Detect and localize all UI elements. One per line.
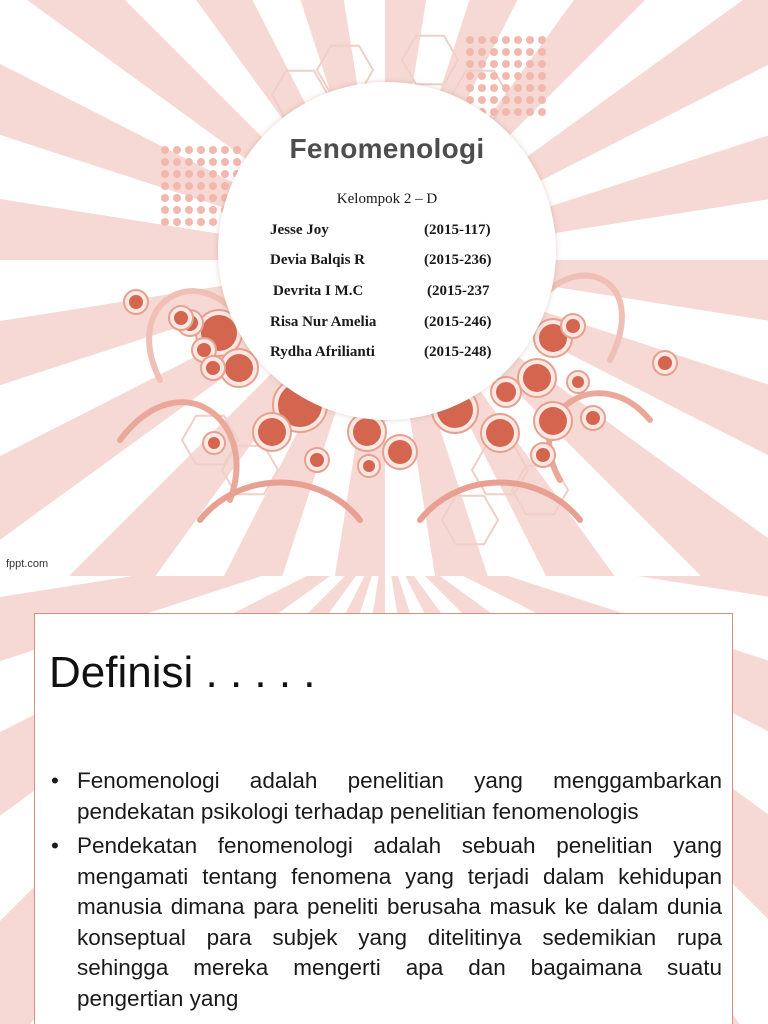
halftone-dot (526, 36, 534, 44)
halftone-dot (526, 60, 534, 68)
filled-circle (496, 382, 516, 402)
filled-circle (206, 361, 220, 375)
halftone-dot (209, 146, 217, 154)
halftone-dot (161, 170, 169, 178)
halftone-dot (526, 48, 534, 56)
halftone-dot (173, 158, 181, 166)
filled-circle (388, 440, 412, 464)
halftone-dot (490, 72, 498, 80)
halftone-dot (490, 108, 498, 116)
halftone-dot (514, 108, 522, 116)
bullet-text: Pendekatan fenomenologi adalah sebuah penelitian yang mengamati tentang fenomena yang terjadi dalam kehidupan manusia dimana para peneliti berusaha masuk ke dalam dunia konseptual para subjek yang ditelitinya sedemikian rupa sehingga mereka mengerti apa dan bagaimana suatu pengertian yang (77, 833, 722, 1011)
halftone-dot (490, 60, 498, 68)
halftone-dot (490, 84, 498, 92)
halftone-dot (490, 96, 498, 104)
filled-circle (129, 295, 143, 309)
filled-circle (566, 319, 580, 333)
halftone-dot (173, 218, 181, 226)
member-id: (2015-248) (424, 344, 492, 360)
halftone-dot (185, 170, 193, 178)
halftone-dot (209, 182, 217, 190)
filled-circle (353, 418, 381, 446)
halftone-dot (197, 194, 205, 202)
halftone-dot (209, 206, 217, 214)
halftone-dot (209, 218, 217, 226)
halftone-dot (197, 158, 205, 166)
member-id: (2015-236) (424, 252, 492, 268)
halftone-dot (502, 108, 510, 116)
halftone-dot (502, 48, 510, 56)
definition-slide (0, 576, 768, 1024)
halftone-dot (197, 170, 205, 178)
halftone-dot (173, 206, 181, 214)
slide-title: Fenomenologi (289, 133, 485, 164)
halftone-dot (161, 158, 169, 166)
halftone-dot (478, 36, 486, 44)
bullet-text: Fenomenologi adalah penelitian yang menggambarkan pendekatan psikologi terhadap penelitian fenomenologis (77, 768, 722, 824)
member-name: Devia Balqis R (270, 252, 366, 268)
halftone-dot (185, 194, 193, 202)
halftone-dot (173, 170, 181, 178)
bullet-icon: • (51, 833, 59, 858)
halftone-dot (526, 84, 534, 92)
filled-circle (523, 364, 551, 392)
bullet-item (49, 766, 722, 827)
filled-circle (586, 411, 600, 425)
halftone-dot (173, 194, 181, 202)
filled-circle (174, 311, 188, 325)
member-id: (2015-237 (427, 283, 490, 299)
halftone-dot (502, 84, 510, 92)
halftone-dot (514, 96, 522, 104)
filled-circle (363, 460, 375, 472)
filled-circle (310, 453, 324, 467)
halftone-dot (478, 72, 486, 80)
halftone-dot (185, 182, 193, 190)
halftone-dot (197, 218, 205, 226)
member-name: Rydha Afrilianti (270, 344, 375, 360)
halftone-dot (161, 218, 169, 226)
filled-circle (536, 448, 550, 462)
halftone-dot (161, 206, 169, 214)
halftone-dot (466, 84, 474, 92)
bullet-item (49, 831, 722, 1014)
halftone-dot (221, 182, 229, 190)
halftone-dot (538, 60, 546, 68)
member-id: (2015-117) (424, 222, 491, 238)
halftone-dot (478, 60, 486, 68)
halftone-dot (538, 96, 546, 104)
halftone-dot (502, 72, 510, 80)
halftone-dot (502, 96, 510, 104)
halftone-dot (514, 60, 522, 68)
halftone-dot (197, 182, 205, 190)
bullet-list (49, 766, 722, 1018)
filled-circle (197, 343, 211, 357)
halftone-dot (466, 60, 474, 68)
halftone-dot (538, 108, 546, 116)
content-box (34, 613, 733, 1024)
halftone-dot (514, 36, 522, 44)
halftone-dot (478, 48, 486, 56)
slide-heading: Definisi . . . . . (49, 648, 316, 697)
member-name: Jesse Joy (270, 222, 329, 238)
halftone-dot (209, 194, 217, 202)
halftone-dot (478, 96, 486, 104)
bullet-icon: • (51, 768, 59, 793)
halftone-dot (185, 146, 193, 154)
halftone-dot (161, 194, 169, 202)
halftone-dot (538, 72, 546, 80)
halftone-dot (466, 36, 474, 44)
halftone-dot (490, 36, 498, 44)
halftone-dot (514, 84, 522, 92)
halftone-dot (161, 146, 169, 154)
filled-circle (572, 376, 584, 388)
halftone-dot (490, 48, 498, 56)
group-label: Kelompok 2 – D (336, 191, 438, 207)
halftone-dot (185, 218, 193, 226)
halftone-dot (173, 182, 181, 190)
halftone-dot (209, 170, 217, 178)
halftone-dot (466, 48, 474, 56)
halftone-dot (197, 146, 205, 154)
halftone-dot (209, 158, 217, 166)
halftone-dot (173, 146, 181, 154)
member-id: (2015-246) (424, 314, 492, 330)
halftone-dot (514, 48, 522, 56)
halftone-dot (161, 182, 169, 190)
halftone-dot (466, 72, 474, 80)
halftone-dot (197, 206, 205, 214)
halftone-dot (478, 84, 486, 92)
halftone-dot (185, 158, 193, 166)
halftone-dot (538, 84, 546, 92)
filled-circle (539, 407, 567, 435)
halftone-dot (526, 96, 534, 104)
halftone-dot (502, 36, 510, 44)
filled-circle (225, 354, 253, 382)
halftone-dot (514, 72, 522, 80)
halftone-dot (526, 108, 534, 116)
halftone-dot (526, 72, 534, 80)
member-name: Devrita I M.C (273, 283, 364, 299)
halftone-dot (221, 170, 229, 178)
filled-circle (658, 356, 672, 370)
halftone-dot (538, 36, 546, 44)
filled-circle (208, 437, 220, 449)
member-name: Risa Nur Amelia (270, 314, 377, 330)
filled-circle (486, 419, 514, 447)
filled-circle (258, 418, 286, 446)
halftone-dot (185, 206, 193, 214)
halftone-dot (502, 60, 510, 68)
brand-label: fppt.com (6, 558, 49, 570)
halftone-dot (538, 48, 546, 56)
